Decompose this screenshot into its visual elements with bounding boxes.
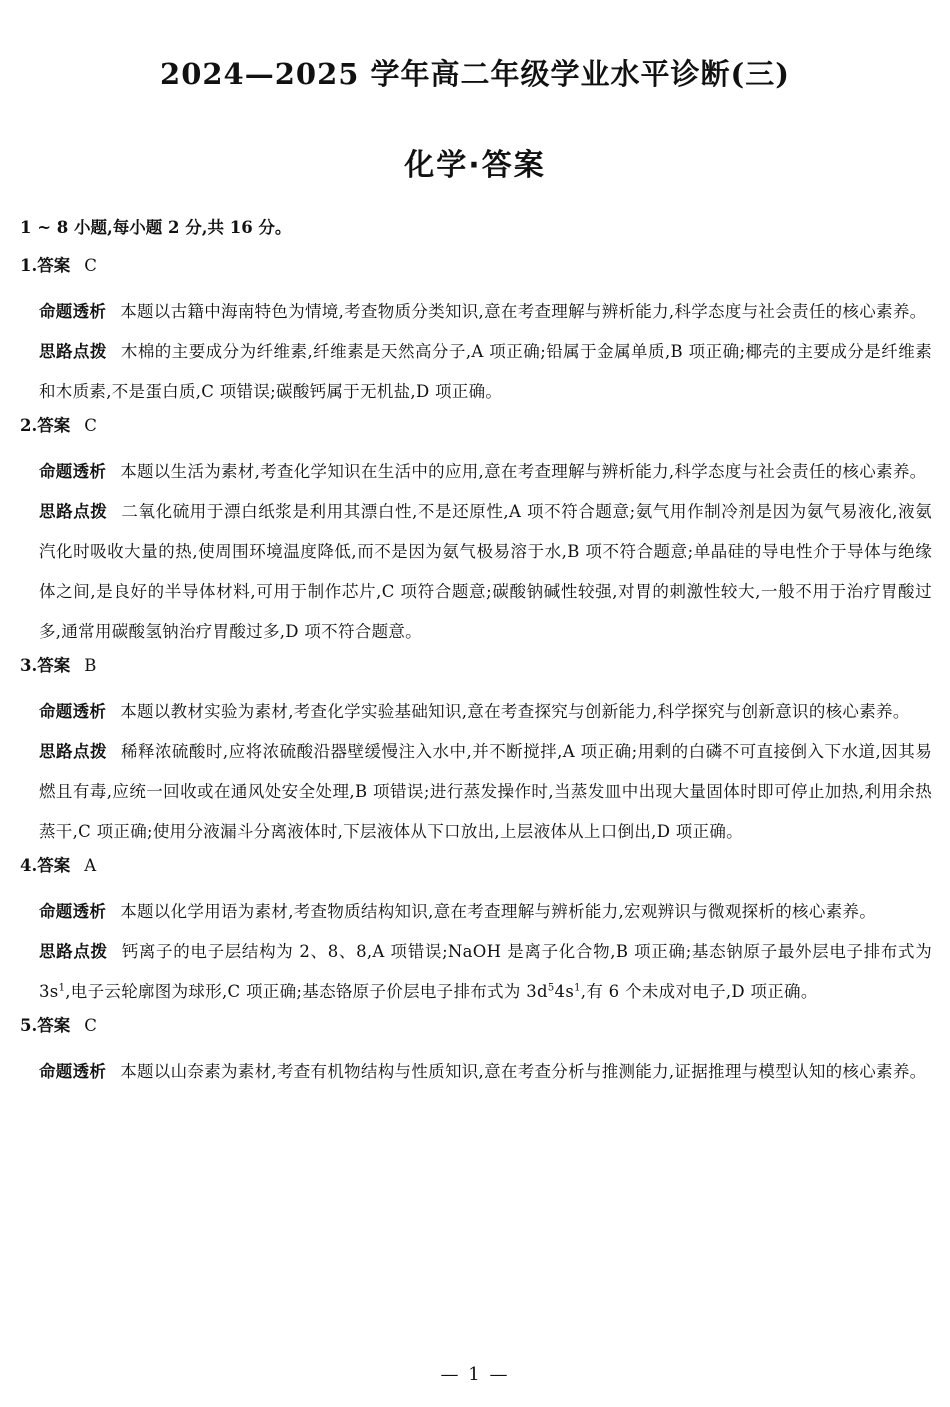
hint-label: 思路点拨 — [39, 942, 108, 961]
question-3 — [20, 652, 932, 852]
hint-paragraph — [39, 732, 932, 852]
question-5 — [20, 1012, 932, 1092]
question-header — [20, 412, 932, 440]
analysis-paragraph — [39, 292, 932, 332]
question-4 — [20, 852, 932, 1012]
answer-label: 答案 — [37, 856, 71, 875]
question-header — [20, 652, 932, 680]
analysis-label: 命题透析 — [39, 902, 107, 921]
hint-text-part: 4s — [554, 982, 575, 1001]
hint-label: 思路点拨 — [39, 502, 108, 521]
question-2 — [20, 412, 932, 652]
answer-value: B — [84, 656, 97, 675]
question-header — [20, 252, 932, 280]
page-number: — 1 — — [440, 1364, 510, 1385]
answer-value: C — [84, 256, 97, 275]
question-number: 4. — [20, 856, 38, 875]
hint-text-part: 钙离子的电子层结构为 2、8、8,A 项错误;NaOH 是离子化合物,B 项正确;基态钠原子最外层电子排布式为 3s — [39, 942, 933, 1001]
hint-text: 稀释浓硫酸时,应将浓硫酸沿器壁缓慢注入水中,并不断搅拌,A 项正确;用剩的白磷不可直接倒入下水道,因其易燃且有毒,应统一回收或在通风处安全处理,B 项错误;进行蒸发操作时,当蒸发皿中出现大量固体时即可停止加热,利用余热蒸干,C 项正确;使用分液漏斗分离液体时,下层液体从下口放出,上层液体从上口倒出,D 项正确。 — [39, 742, 932, 841]
analysis-paragraph — [39, 1052, 932, 1092]
question-header — [20, 1012, 932, 1040]
hint-paragraph — [39, 492, 932, 652]
hint-text: 二氧化硫用于漂白纸浆是利用其漂白性,不是还原性,A 项不符合题意;氨气用作制冷剂是因为氨气易液化,液氨汽化时吸收大量的热,使周围环境温度降低,而不是因为氨气极易溶于水,B 项不符合题意;单晶硅的导电性介于导体与绝缘体之间,是良好的半导体材料,可用于制作芯片,C 项符合题意;碳酸钠碱性较强,对胃的刺激性较大,一般不用于治疗胃酸过多,通常用碳酸氢钠治疗胃酸过多,D 项不符合题意。 — [39, 502, 932, 641]
analysis-text: 本题以教材实验为素材,考查化学实验基础知识,意在考查探究与创新能力,科学探究与创新意识的核心素养。 — [120, 702, 910, 721]
superscript: 1 — [58, 982, 66, 994]
question-1 — [20, 252, 932, 412]
analysis-paragraph — [39, 692, 932, 732]
section-intro: 1 ~ 8 小题,每小题 2 分,共 16 分。 — [20, 218, 292, 237]
answer-label: 答案 — [37, 256, 71, 275]
question-header — [20, 852, 932, 880]
analysis-label: 命题透析 — [39, 1062, 107, 1081]
answer-label: 答案 — [37, 416, 71, 435]
analysis-paragraph — [39, 452, 932, 492]
answers-list — [20, 252, 932, 1092]
hint-text-part: ,电子云轮廓图为球形,C 项正确;基态铬原子价层电子排布式为 3d — [65, 982, 548, 1001]
analysis-text: 本题以古籍中海南特色为情境,考查物质分类知识,意在考查理解与辨析能力,科学态度与社会责任的核心素养。 — [120, 302, 927, 321]
answer-label: 答案 — [37, 1016, 71, 1035]
analysis-text: 本题以山奈素为素材,考查有机物结构与性质知识,意在考查分析与推测能力,证据推理与模型认知的核心素养。 — [120, 1062, 927, 1081]
analysis-paragraph — [39, 892, 932, 932]
page-subtitle: 化学·答案 — [404, 148, 546, 183]
analysis-text: 本题以生活为素材,考查化学知识在生活中的应用,意在考查理解与辨析能力,科学态度与社会责任的核心素养。 — [120, 462, 927, 481]
superscript: 1 — [574, 982, 581, 994]
analysis-text: 本题以化学用语为素材,考查物质结构知识,意在考查理解与辨析能力,宏观辨识与微观探析的核心素养。 — [120, 902, 877, 921]
question-number: 5. — [20, 1016, 38, 1035]
page-title: 2024—2025 学年高二年级学业水平诊断(三) — [160, 57, 790, 91]
question-number: 1. — [20, 256, 38, 275]
answer-value: C — [84, 1016, 97, 1035]
superscript: 5 — [547, 982, 555, 994]
analysis-label: 命题透析 — [39, 462, 107, 481]
hint-text-part: ,有 6 个未成对电子,D 项正确。 — [580, 982, 818, 1001]
analysis-label: 命题透析 — [39, 302, 107, 321]
question-number: 3. — [20, 656, 38, 675]
question-number: 2. — [20, 416, 38, 435]
answer-value: C — [84, 416, 97, 435]
hint-label: 思路点拨 — [39, 742, 107, 761]
hint-paragraph — [39, 332, 932, 412]
hint-text: 木棉的主要成分为纤维素,纤维素是天然高分子,A 项正确;铅属于金属单质,B 项正确;椰壳的主要成分是纤维素和木质素,不是蛋白质,C 项错误;碳酸钙属于无机盐,D 项正确。 — [39, 342, 932, 401]
analysis-label: 命题透析 — [39, 702, 107, 721]
hint-paragraph — [39, 932, 932, 1012]
hint-label: 思路点拨 — [39, 342, 107, 361]
answer-value: A — [84, 856, 97, 875]
answer-label: 答案 — [37, 656, 71, 675]
